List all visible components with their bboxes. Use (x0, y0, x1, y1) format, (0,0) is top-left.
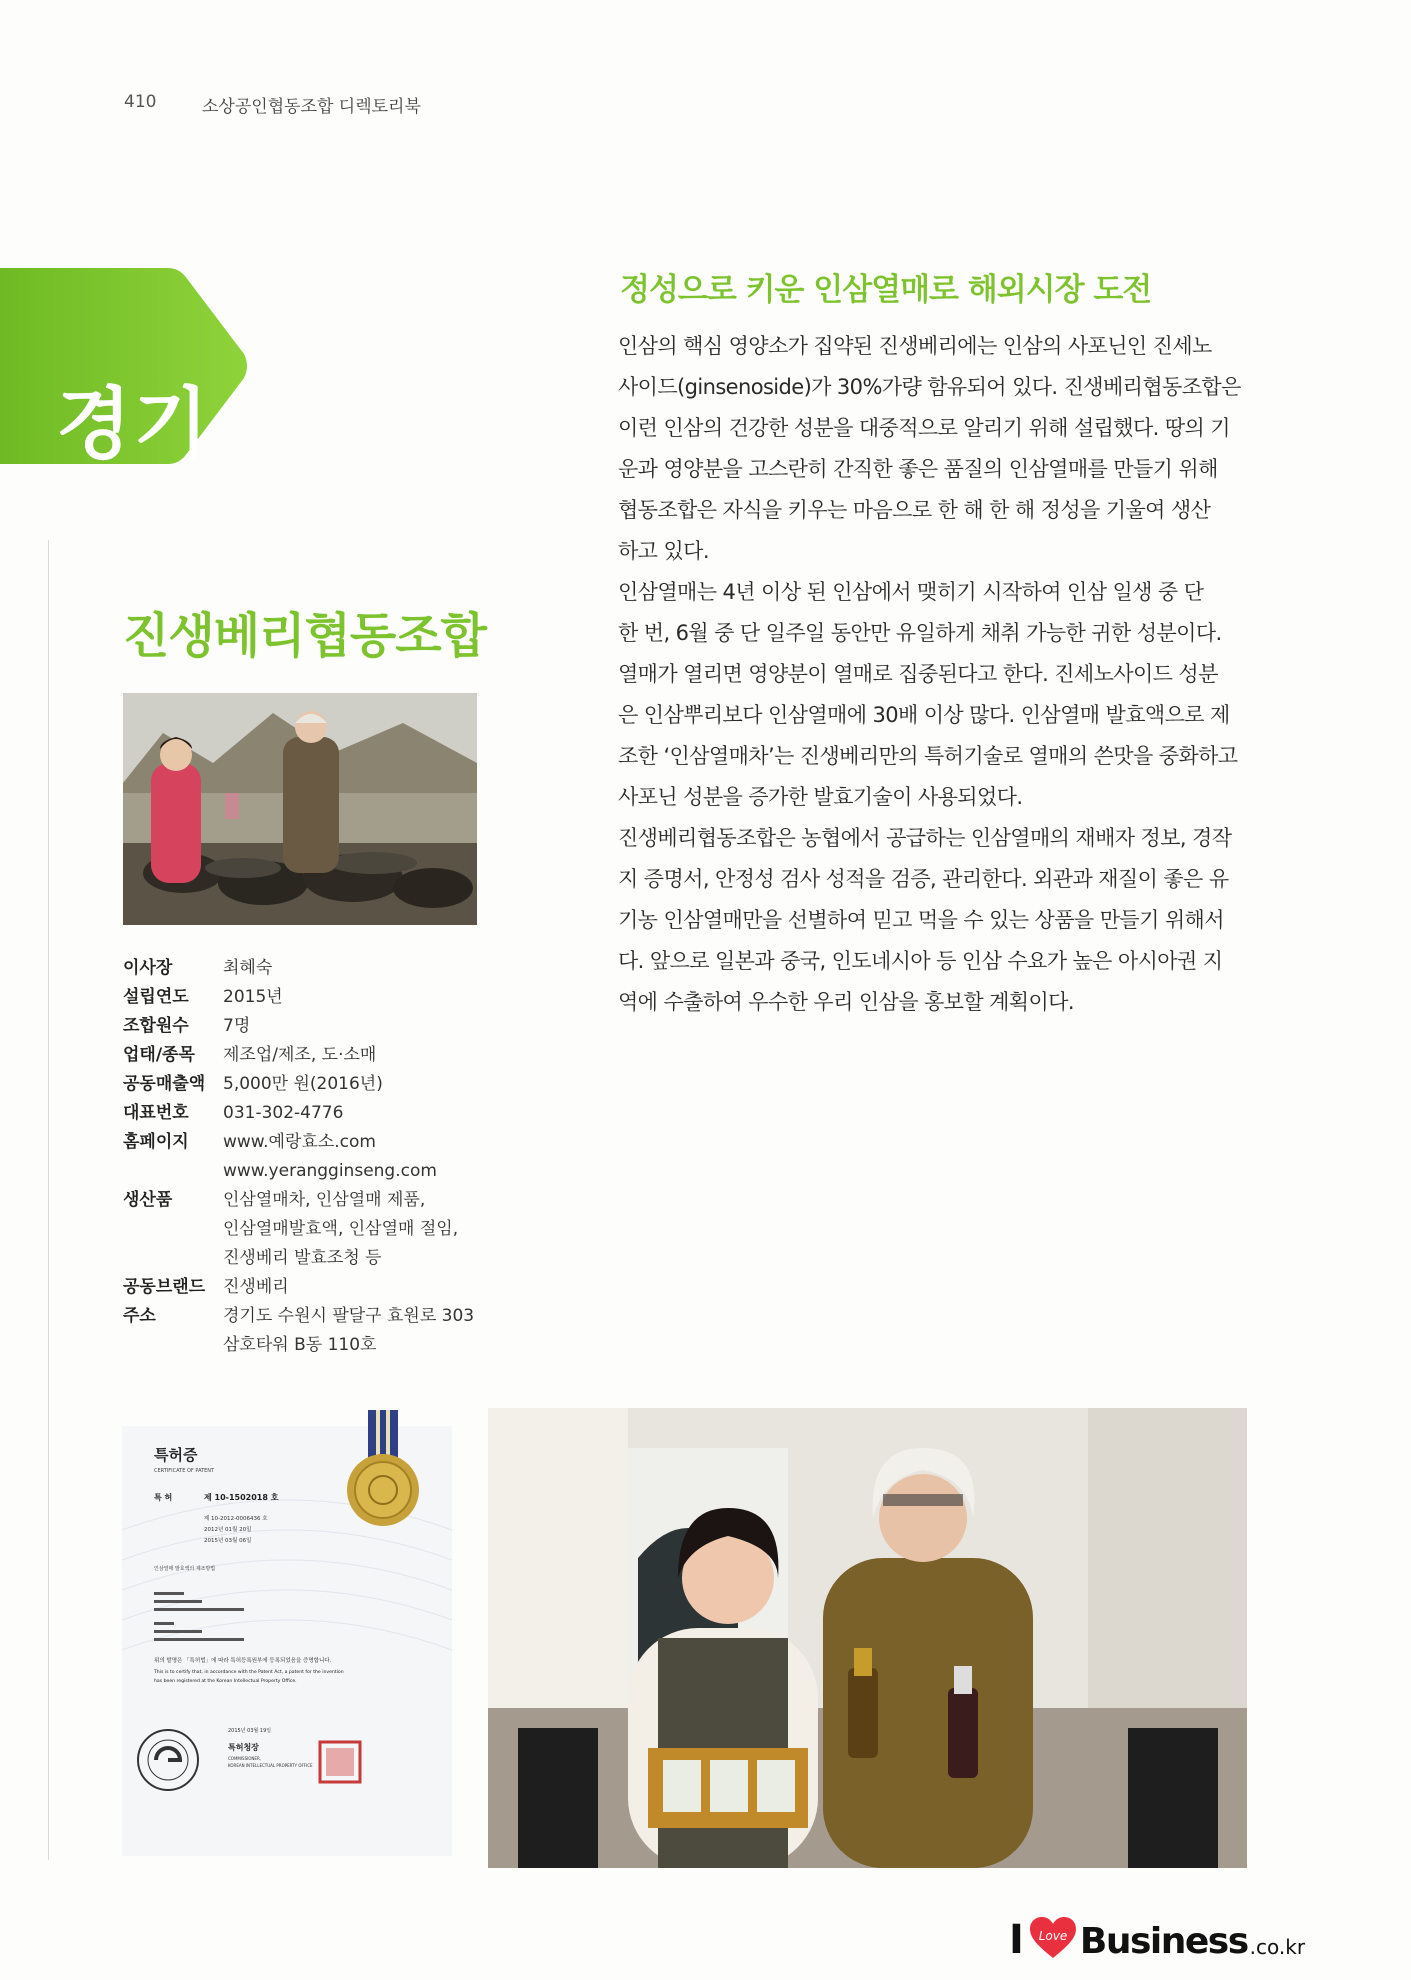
left-margin-rule (48, 540, 49, 1860)
info-table (123, 954, 503, 1360)
info-row (123, 1041, 503, 1070)
info-row (123, 1302, 503, 1360)
article-line: 인삼열매는 4년 이상 된 인삼에서 맺히기 시작하여 인삼 일생 중 단 (618, 580, 1204, 604)
article-line: 지 증명서, 안정성 검사 성적을 검증, 관리한다. 외관과 재질이 좋은 유 (618, 867, 1229, 891)
heart-icon (1028, 1916, 1078, 1960)
cert-patent-label: 특 허 (154, 1493, 173, 1502)
cert-statement-en-1: This is to certify that, in accordance with the Patent Act, a patent for the invention (154, 1670, 344, 1675)
cert-statement-en-2: has been registered at the Korean Intellectual Property Office. (154, 1679, 297, 1684)
info-row (123, 983, 503, 1012)
info-value: 제조업/제조, 도·소매 (223, 1045, 377, 1065)
info-label: 이사장 (123, 958, 173, 978)
info-label: 대표번호 (123, 1103, 189, 1123)
cert-issuer-en-1: COMMISSIONER, (228, 1756, 261, 1761)
article-line: 은 인삼뿌리보다 인삼열매에 30배 이상 많다. 인삼열매 발효액으로 제 (618, 703, 1230, 727)
homepage-link[interactable]: www.yerangginseng.com (223, 1161, 437, 1181)
outdoor-photo (123, 693, 477, 925)
info-row (123, 1273, 503, 1302)
article-line: 조한 ‘인삼열매차’는 진생베리만의 특허기술로 열매의 쓴맛을 중화하고 (618, 744, 1238, 768)
cert-registration-date: 2015년 03월 06일 (204, 1538, 252, 1544)
info-label: 공동브랜드 (123, 1277, 206, 1297)
info-label: 홈페이지 (123, 1132, 189, 1152)
info-label: 주소 (123, 1306, 156, 1326)
info-value: 5,000만 원(2016년) (223, 1074, 383, 1094)
info-label: 공동매출액 (123, 1074, 206, 1094)
info-row (123, 1186, 503, 1273)
info-label: 생산품 (123, 1190, 173, 1210)
article-body (618, 326, 1253, 1023)
info-label: 업태/종목 (123, 1045, 195, 1065)
footer-brand-logo (1009, 1908, 1306, 1963)
info-row (123, 954, 503, 983)
article-line: 다. 앞으로 일본과 중국, 인도네시아 등 인삼 수요가 높은 아시아권 지 (618, 949, 1223, 973)
address-line: 경기도 수원시 팔달구 효원로 303 (223, 1306, 475, 1326)
article-line: 진생베리협동조합은 농협에서 공급하는 인삼열매의 재배자 정보, 경작 (618, 826, 1232, 850)
event-photo (488, 1408, 1247, 1868)
cert-title: 특허증 (154, 1446, 198, 1464)
cert-subtitle: CERTIFICATE OF PATENT (154, 1468, 215, 1474)
info-value: 인삼열매차, 인삼열매 제품, (223, 1190, 426, 1210)
info-row (123, 1128, 503, 1186)
cert-issuer-en-2: KOREAN INTELLECTUAL PROPERTY OFFICE (228, 1763, 313, 1768)
article-line: 한 번, 6월 중 단 일주일 동안만 유일하게 채취 가능한 귀한 성분이다. (618, 621, 1222, 645)
brand-i: I (1009, 1917, 1024, 1963)
info-value: 진생베리 발효조청 등 (223, 1248, 382, 1268)
info-row (123, 1012, 503, 1041)
cert-statement-ko: 위의 발명은 「특허법」에 따라 특허등록원부에 등록되었음을 증명합니다. (154, 1658, 332, 1664)
homepage-link[interactable]: www.예랑효소.com (223, 1132, 376, 1152)
article-line: 운과 영양분을 고스란히 간직한 좋은 품질의 인삼열매를 만들기 위해 (618, 457, 1218, 481)
cert-patent-number: 제 10-1502018 호 (204, 1493, 279, 1502)
region-label: 경기 (56, 380, 211, 470)
page-number: 410 (124, 92, 157, 112)
article-line: 사이드(ginsenoside)가 30%가량 함유되어 있다. 진생베리협동조합은 (618, 375, 1241, 399)
cert-filing-date: 2012년 01월 20일 (204, 1527, 252, 1533)
cert-invention-title: 인삼열매 발효액의 제조방법 (154, 1566, 216, 1572)
info-value: 7명 (223, 1016, 251, 1036)
cert-issuer-ko: 특허청장 (228, 1743, 259, 1752)
article-line: 인삼의 핵심 영양소가 집약된 진생베리에는 인삼의 사포닌인 진세노 (618, 334, 1212, 358)
address-line: 삼호타워 B동 110호 (223, 1335, 377, 1355)
brand-domain: .co.kr (1249, 1935, 1306, 1959)
article-line: 협동조합은 자식을 키우는 마음으로 한 해 한 해 정성을 기울여 생산 (618, 498, 1211, 522)
info-label: 조합원수 (123, 1016, 189, 1036)
info-value: 최혜숙 (223, 958, 273, 978)
article-line: 기농 인삼열매만을 선별하여 믿고 먹을 수 있는 상품을 만들기 위해서 (618, 908, 1224, 932)
info-value: 진생베리 (223, 1277, 289, 1297)
article-line: 열매가 열리면 영양분이 열매로 집중된다고 한다. 진세노사이드 성분 (618, 662, 1218, 686)
article-heading: 정성으로 키운 인삼열매로 해외시장 도전 (620, 272, 1152, 308)
patent-certificate (118, 1410, 458, 1860)
cert-application-number: 제 10-2012-0006436 호 (204, 1516, 268, 1522)
book-title: 소상공인협동조합 디렉토리북 (202, 97, 421, 117)
info-row (123, 1070, 503, 1099)
info-label: 설립연도 (123, 987, 189, 1007)
article-line: 사포닌 성분을 증가한 발효기술이 사용되었다. (618, 785, 1023, 809)
organization-name: 진생베리협동조합 (123, 608, 486, 664)
info-row (123, 1099, 503, 1128)
phone-number: 031-302-4776 (223, 1103, 344, 1123)
brand-love: Love (1038, 1929, 1068, 1943)
article-line: 역에 수출하여 우수한 우리 인삼을 홍보할 계획이다. (618, 990, 1074, 1014)
cert-issue-date: 2015년 03월 19일 (228, 1728, 272, 1734)
article-line: 이런 인삼의 건강한 성분을 대중적으로 알리기 위해 설립했다. 땅의 기 (618, 416, 1230, 440)
info-value: 인삼열매발효액, 인삼열매 절임, (223, 1219, 459, 1239)
info-value: 2015년 (223, 987, 283, 1007)
article-line: 하고 있다. (618, 539, 709, 563)
brand-business: Business (1079, 1921, 1248, 1962)
